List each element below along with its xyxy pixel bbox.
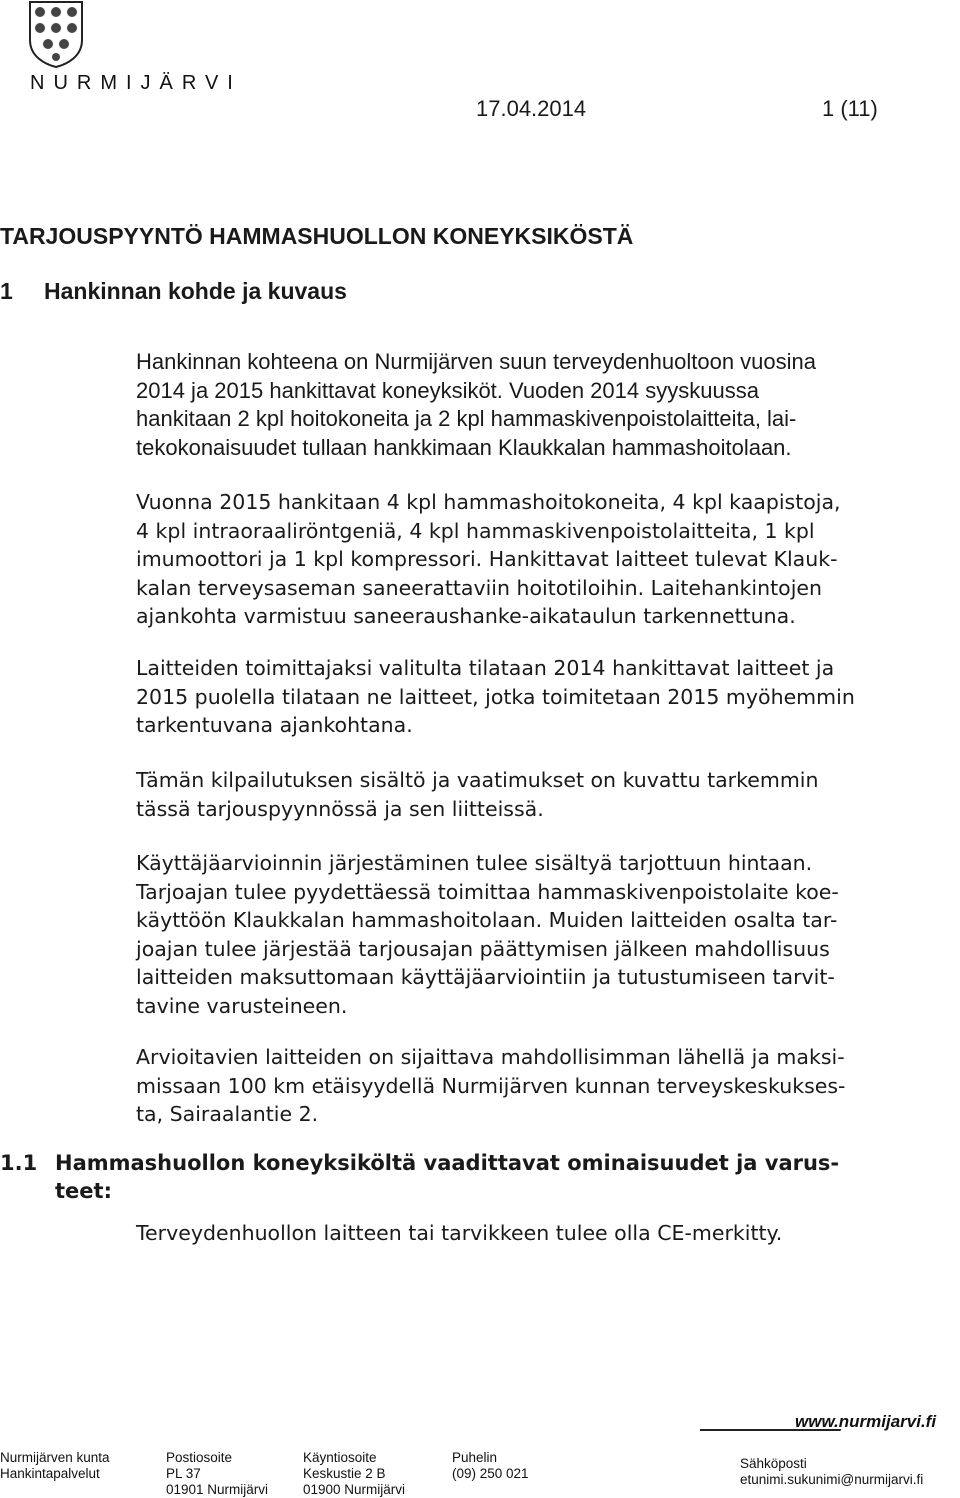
paragraph-line: joajan tulee järjestää tarjousajan päättymisen jälkeen mahdollisuus: [136, 936, 830, 961]
footer-postal: [166, 1450, 268, 1498]
paragraph-line: Tämän kilpailutuksen sisältö ja vaatimukset on kuvattu tarkemmin: [136, 768, 819, 792]
paragraph-3: [136, 654, 936, 740]
paragraph-1: [136, 348, 936, 462]
paragraph-line: Tarjoajan tulee pyydettäessä toimittaa hammaskivenpoistolaite koe-: [136, 879, 839, 904]
website-link[interactable]: www.nurmijarvi.fi: [795, 1412, 937, 1431]
section-number: 1.1: [0, 1151, 38, 1175]
email-link[interactable]: etunimi.sukunimi@nurmijarvi.fi: [740, 1472, 924, 1487]
paragraph-line: 2015 puolella tilataan ne laitteet, jotka toimitetaan 2015 myöhemmin: [136, 684, 855, 709]
paragraph-line: tässä tarjouspyynnössä ja sen liitteissä.: [136, 796, 544, 821]
document-title: TARJOUSPYYNTÖ HAMMASHUOLLON KONEYKSIKÖSTÄ: [0, 223, 634, 249]
paragraph-line: ajankohta varmistuu saneeraushanke-aikataulun tarkennettuna.: [136, 604, 796, 628]
footer-org: [0, 1450, 110, 1482]
paragraph-line: imumoottori ja 1 kpl kompressori. Hankittavat laitteet tulevat Klauk-: [136, 547, 838, 571]
paragraph-line: kalan terveysaseman saneerattaviin hoitotiloihin. Laitehankintojen: [136, 575, 822, 600]
page-number: 1 (11): [822, 96, 878, 121]
paragraph-line: tekokonaisuudet tullaan hankkimaan Klaukkalan hammashoitolaan.: [136, 434, 792, 460]
footer-text: Puhelin: [452, 1450, 498, 1465]
section-title: Hankinnan kohde ja kuvaus: [44, 278, 347, 304]
footer-text: PL 37: [166, 1466, 201, 1481]
footer-contact: [0, 1450, 960, 1497]
section-title-line-2: teet:: [55, 1179, 112, 1203]
footer-text: Keskustie 2 B: [303, 1466, 386, 1481]
municipality-wordmark: NURMIJÄRVI: [30, 72, 242, 94]
paragraph-line: hankitaan 2 kpl hoitokoneita ja 2 kpl hammaskivenpoistolaitteita, lai-: [136, 406, 797, 431]
paragraph-line: Laitteiden toimittajaksi valitulta tilataan 2014 hankittavat laitteet ja: [136, 656, 835, 680]
paragraph-line: tavine varusteineen.: [136, 993, 348, 1018]
footer-text: Sähköposti: [740, 1456, 807, 1471]
footer-text: Nurmijärven kunta: [0, 1450, 110, 1465]
footer-phone: [452, 1450, 529, 1482]
paragraph-line: Vuonna 2015 hankitaan 4 kpl hammashoitokoneita, 4 kpl kaapistoja,: [136, 490, 841, 514]
paragraph-line: Hankinnan kohteena on Nurmijärven suun terveydenhuoltoon vuosina: [136, 349, 817, 374]
paragraph-line: laitteiden maksuttomaan käyttäjäarviointiin ja tutustumiseen tarvit-: [136, 965, 835, 989]
paragraph-2: [136, 488, 936, 631]
footer-text: (09) 250 021: [452, 1466, 529, 1481]
paragraph-line: 4 kpl intraoraaliröntgeniä, 4 kpl hammaskivenpoistolaitteita, 1 kpl: [136, 518, 815, 543]
section-title-line-1: Hammashuollon koneyksiköltä vaadittavat ominaisuudet ja varus-: [55, 1151, 840, 1175]
paragraph-line: Käyttäjäarvioinnin järjestäminen tulee sisältyä tarjottuun hintaan.: [136, 851, 813, 875]
coat-of-arms-icon: [28, 0, 84, 68]
paragraph-5: [136, 849, 936, 1020]
section-number: 1: [0, 278, 13, 304]
paragraph-4: [136, 766, 936, 823]
paragraph-ce: [136, 1219, 936, 1248]
footer-text: Käyntiosoite: [303, 1450, 377, 1465]
paragraph-line: käyttöön Klaukkalan hammashoitolaan. Muiden laitteiden osalta tar-: [136, 908, 838, 932]
paragraph-line: Arvioitavien laitteiden on sijaittava mahdollisimman lähellä ja maksi-: [136, 1045, 845, 1069]
footer-text: 01900 Nurmijärvi: [303, 1482, 406, 1497]
footer-text: 01901 Nurmijärvi: [166, 1482, 269, 1497]
paragraph-line: ta, Sairaalantie 2.: [136, 1102, 319, 1126]
paragraph-line: Terveydenhuollon laitteen tai tarvikkeen tulee olla CE-merkitty.: [136, 1221, 783, 1245]
footer-text: Hankintapalvelut: [0, 1466, 100, 1481]
paragraph-line: tarkentuvana ajankohtana.: [136, 713, 413, 737]
footer-text: Postiosoite: [166, 1450, 233, 1465]
paragraph-line: missaan 100 km etäisyydellä Nurmijärven kunnan terveyskeskukses-: [136, 1073, 846, 1098]
paragraph-6: [136, 1043, 936, 1129]
footer-email: [740, 1456, 923, 1488]
municipality-logo: [0, 0, 260, 100]
footer-visiting: [303, 1450, 405, 1498]
document-date: 17.04.2014: [476, 96, 587, 121]
paragraph-line: 2014 ja 2015 hankittavat koneyksiköt. Vuoden 2014 syyskuussa: [136, 377, 759, 403]
